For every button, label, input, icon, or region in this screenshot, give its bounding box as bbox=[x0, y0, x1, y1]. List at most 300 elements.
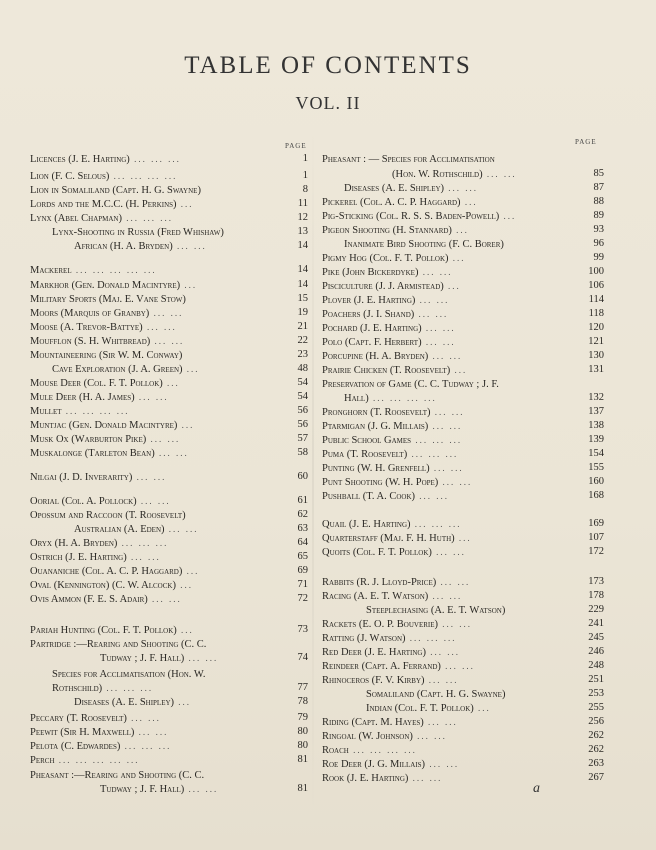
toc-entry-title: Moufflon (S. H. Whitbread) bbox=[30, 336, 151, 347]
toc-entry bbox=[30, 183, 308, 197]
toc-entry-leader: ... ... ... ... bbox=[61, 406, 130, 416]
toc-entry bbox=[322, 771, 604, 785]
toc-entry bbox=[322, 517, 604, 531]
toc-entry-page: 263 bbox=[588, 758, 604, 769]
toc-entry-leader: ... ... bbox=[428, 591, 463, 601]
toc-entry bbox=[30, 623, 308, 637]
toc-entry bbox=[322, 391, 604, 405]
toc-entry-leader: ... ... bbox=[164, 524, 199, 534]
toc-entry-leader: ... ... bbox=[408, 773, 443, 783]
toc-entry bbox=[30, 782, 308, 796]
toc-entry-title: Pigmy Hog (Col. F. T. Pollok) bbox=[322, 253, 449, 264]
toc-entry-title: Rackets (E. O. P. Bouverie) bbox=[322, 619, 438, 630]
toc-entry-leader: ... bbox=[162, 378, 180, 388]
toc-entry-page: 245 bbox=[588, 632, 604, 643]
toc-entry-leader: ... ... bbox=[184, 784, 219, 794]
toc-entry-title: Quail (J. E. Harting) bbox=[322, 519, 411, 530]
toc-entry bbox=[30, 536, 308, 550]
toc-entry bbox=[30, 320, 308, 334]
toc-entry bbox=[322, 489, 604, 503]
toc-entry bbox=[322, 377, 604, 391]
toc-entry bbox=[30, 334, 308, 348]
toc-entry bbox=[30, 592, 308, 606]
toc-entry-title: Pickerel (Col. A. C. P. Haggard) bbox=[322, 197, 461, 208]
toc-entry-title: Moors (Marquis of Granby) bbox=[30, 308, 150, 319]
toc-entry-title: Rothschild) bbox=[52, 683, 103, 694]
toc-entry-title: Oval (Kennington) (C. W. Alcock) bbox=[30, 580, 176, 591]
toc-entry-leader: ... ... bbox=[421, 323, 456, 333]
toc-entry-leader: ... ... ... bbox=[129, 154, 181, 164]
toc-entry-title: Quoits (Col. F. T. Pollok) bbox=[322, 547, 432, 558]
toc-entry-title: Roe Deer (J. G. Millais) bbox=[322, 759, 426, 770]
page-column-label: PAGE bbox=[285, 142, 307, 150]
toc-entry bbox=[322, 223, 604, 237]
toc-entry-title: Roach bbox=[322, 745, 349, 756]
toc-entry-title: Plover (J. E. Harting) bbox=[322, 295, 416, 306]
toc-entry-page: 21 bbox=[297, 321, 308, 332]
toc-entry-leader: ... bbox=[175, 580, 193, 590]
toc-entry-leader: ... bbox=[450, 365, 468, 375]
toc-entry-title: Indian (Col. F. T. Pollok) bbox=[366, 703, 474, 714]
toc-entry bbox=[30, 306, 308, 320]
toc-entry-page: 241 bbox=[588, 618, 604, 629]
toc-entry bbox=[322, 321, 604, 335]
toc-entry-page: 87 bbox=[593, 182, 604, 193]
toc-entry-title: Partridge :—Rearing and Shooting (C. C. bbox=[30, 639, 207, 650]
toc-entry-leader: ... ... ... bbox=[102, 683, 154, 693]
toc-entry-page: 121 bbox=[588, 336, 604, 347]
toc-entry-leader: ... bbox=[174, 697, 192, 707]
toc-entry bbox=[30, 152, 308, 166]
toc-entry-leader: ... ... ... ... ... bbox=[71, 265, 157, 275]
toc-entry bbox=[322, 673, 604, 687]
toc-entry-leader: ... ... bbox=[418, 267, 453, 277]
toc-entry-page: 81 bbox=[297, 783, 308, 794]
toc-entry-title: Porcupine (H. A. Bryden) bbox=[322, 351, 429, 362]
toc-entry-leader: ... bbox=[177, 420, 195, 430]
toc-entry bbox=[322, 405, 604, 419]
toc-entry-leader: ... ... bbox=[428, 351, 463, 361]
toc-entry-leader: ... bbox=[460, 197, 478, 207]
toc-entry-page: 14 bbox=[297, 240, 308, 251]
toc-entry bbox=[30, 263, 308, 277]
toc-entry bbox=[30, 522, 308, 536]
toc-entry-page: 79 bbox=[297, 712, 308, 723]
toc-entry-page: 77 bbox=[297, 682, 308, 693]
toc-entry-title: Licences (J. E. Harting) bbox=[30, 154, 130, 165]
toc-entry-title: Lords and the M.C.C. (H. Perkins) bbox=[30, 199, 177, 210]
toc-entry bbox=[30, 211, 308, 225]
toc-entry-leader: ... ... bbox=[423, 717, 458, 727]
toc-entry-page: 178 bbox=[588, 590, 604, 601]
toc-entry bbox=[322, 589, 604, 603]
toc-entry-leader: ... ... ... bbox=[407, 449, 459, 459]
toc-entry-page: 12 bbox=[297, 212, 308, 223]
toc-entry-title: Polo (Capt. F. Herbert) bbox=[322, 337, 422, 348]
toc-entry bbox=[30, 651, 308, 665]
toc-entry-title: Ratting (J. Watson) bbox=[322, 633, 406, 644]
page-fold bbox=[312, 120, 314, 820]
toc-entry-title: Rhinoceros (F. V. Kirby) bbox=[322, 675, 425, 686]
toc-entry-page: 61 bbox=[297, 495, 308, 506]
toc-entry bbox=[322, 335, 604, 349]
toc-entry-page: 63 bbox=[297, 523, 308, 534]
toc-entry-title: Reindeer (Capt. A. Ferrand) bbox=[322, 661, 441, 672]
toc-entry bbox=[30, 376, 308, 390]
toc-entry-title: Pariah Hunting (Col. F. T. Pollok) bbox=[30, 625, 177, 636]
toc-entry-title: Australian (A. Eden) bbox=[74, 524, 165, 535]
toc-entry-leader: ... bbox=[176, 199, 194, 209]
toc-entry-title: Pochard (J. E. Harting) bbox=[322, 323, 422, 334]
toc-entry-title: Ptarmigan (J. G. Millais) bbox=[322, 421, 429, 432]
toc-entry-title: Tudway ; J. F. Hall) bbox=[100, 653, 185, 664]
toc-entry bbox=[322, 237, 604, 251]
toc-entry-leader: ... ... bbox=[428, 421, 463, 431]
toc-entry-page: 74 bbox=[297, 652, 308, 663]
toc-entry bbox=[322, 167, 604, 181]
toc-entry-page: 85 bbox=[593, 168, 604, 179]
toc-entry-title: Opossum and Raccoon (T. Roosevelt) bbox=[30, 510, 186, 521]
toc-entry bbox=[322, 265, 604, 279]
toc-entry-page: 48 bbox=[297, 363, 308, 374]
toc-entry bbox=[322, 181, 604, 195]
toc-entry-title: Diseases (A. E. Shipley) bbox=[344, 183, 445, 194]
toc-entry bbox=[30, 239, 308, 253]
toc-entry bbox=[30, 278, 308, 292]
toc-entry-leader: ... ... bbox=[482, 169, 517, 179]
toc-entry-leader: ... ... bbox=[414, 309, 449, 319]
toc-entry-page: 114 bbox=[588, 294, 604, 305]
toc-entry-page: 139 bbox=[588, 434, 604, 445]
toc-entry bbox=[322, 152, 604, 166]
toc-entry-leader: ... ... bbox=[424, 675, 459, 685]
toc-entry-page: 15 bbox=[297, 293, 308, 304]
toc-entry bbox=[30, 725, 308, 739]
toc-entry-title: Pheasant : — Species for Acclimatisation bbox=[322, 154, 495, 165]
toc-entry-title: Musk Ox (Warburton Pike) bbox=[30, 434, 147, 445]
toc-entry-title: Inanimate Bird Shooting (F. C. Borer) bbox=[344, 239, 504, 250]
toc-entry bbox=[322, 363, 604, 377]
toc-entry-page: 132 bbox=[588, 392, 604, 403]
toc-entry bbox=[30, 292, 308, 306]
toc-entry-page: 1 bbox=[302, 153, 308, 164]
signature-mark: a bbox=[533, 781, 540, 796]
toc-entry-page: 8 bbox=[302, 184, 308, 195]
toc-entry-title: Peewit (Sir H. Maxwell) bbox=[30, 727, 135, 738]
toc-entry bbox=[322, 631, 604, 645]
toc-entry bbox=[30, 695, 308, 709]
toc-entry-page: 267 bbox=[588, 772, 604, 783]
toc-entry-page: 107 bbox=[588, 532, 604, 543]
toc-entry-leader: ... ... bbox=[150, 336, 185, 346]
toc-entry-page: 14 bbox=[297, 264, 308, 275]
toc-entry-page: 65 bbox=[297, 551, 308, 562]
toc-entry-title: Moose (A. Trevor-Battye) bbox=[30, 322, 143, 333]
toc-entry-leader: ... ... bbox=[132, 472, 167, 482]
toc-entry-leader: ... ... ... ... ... bbox=[54, 755, 140, 765]
toc-entry-page: 168 bbox=[588, 490, 604, 501]
toc-entry-page: 130 bbox=[588, 350, 604, 361]
toc-entry bbox=[322, 279, 604, 293]
toc-entry-page: 73 bbox=[297, 624, 308, 635]
toc-entry-leader: ... ... bbox=[134, 392, 169, 402]
toc-entry-title: Prairie Chicken (T. Roosevelt) bbox=[322, 365, 451, 376]
toc-entry-leader: ... ... bbox=[429, 463, 464, 473]
toc-entry-page: 256 bbox=[588, 716, 604, 727]
toc-entry bbox=[322, 687, 604, 701]
toc-entry-page: 262 bbox=[588, 744, 604, 755]
toc-entry-leader: ... ... bbox=[147, 594, 182, 604]
toc-entry bbox=[30, 348, 308, 362]
toc-entry-page: 89 bbox=[593, 210, 604, 221]
toc-entry-leader: ... ... ... bbox=[405, 633, 457, 643]
toc-entry-title: Lynx-Shooting in Russia (Fred Whishaw) bbox=[52, 227, 224, 238]
toc-entry-page: 23 bbox=[297, 349, 308, 360]
toc-entry-page: 169 bbox=[588, 518, 604, 529]
toc-entry-title: Somaliland (Capt. H. G. Swayne) bbox=[366, 689, 506, 700]
toc-entry-leader: ... ... bbox=[421, 337, 456, 347]
toc-entry bbox=[322, 757, 604, 771]
toc-entry-title: Pushball (T. A. Cook) bbox=[322, 491, 416, 502]
toc-entry bbox=[322, 293, 604, 307]
toc-entry-title: Mullet bbox=[30, 406, 62, 417]
toc-entry-leader: ... ... bbox=[444, 183, 479, 193]
toc-entry-leader: ... ... bbox=[438, 477, 473, 487]
toc-entry-page: 118 bbox=[588, 308, 604, 319]
toc-entry-page: 155 bbox=[588, 462, 604, 473]
toc-entry-title: Ringoal (W. Johnson) bbox=[322, 731, 413, 742]
toc-entry-title: Species for Acclimatisation (Hon. W. bbox=[52, 669, 206, 680]
toc-entry-title: Pig-Sticking (Col. R. S. S. Baden-Powell) bbox=[322, 211, 500, 222]
toc-entry bbox=[30, 637, 308, 651]
toc-entry-leader: ... ... bbox=[136, 496, 171, 506]
toc-entry bbox=[30, 667, 308, 681]
toc-entry-title: Diseases (A. E. Shipley) bbox=[74, 697, 175, 708]
toc-entry-page: 93 bbox=[593, 224, 604, 235]
toc-entry bbox=[322, 475, 604, 489]
toc-entry-leader: ... ... bbox=[149, 308, 184, 318]
toc-entry-leader: ... ... bbox=[412, 731, 447, 741]
toc-entry-page: 60 bbox=[297, 471, 308, 482]
toc-entry-page: 172 bbox=[588, 546, 604, 557]
toc-entry-page: 154 bbox=[588, 448, 604, 459]
toc-entry-page: 160 bbox=[588, 476, 604, 487]
toc-entry-title: Public School Games bbox=[322, 435, 412, 446]
toc-entry-title: Pigeon Shooting (H. Stannard) bbox=[322, 225, 452, 236]
toc-entry bbox=[322, 743, 604, 757]
toc-entry-page: 96 bbox=[593, 238, 604, 249]
toc-entry-title: Nilgai (J. D. Inverarity) bbox=[30, 472, 133, 483]
toc-entry bbox=[30, 508, 308, 522]
toc-entry bbox=[322, 209, 604, 223]
toc-entry-leader: ... bbox=[454, 533, 472, 543]
toc-entry-page: 69 bbox=[297, 565, 308, 576]
toc-entry-leader: ... ... bbox=[426, 647, 460, 657]
toc-entry-title: Lion in Somaliland (Capt. H. G. Swayne) bbox=[30, 185, 201, 196]
toc-entry-page: 253 bbox=[588, 688, 604, 699]
toc-entry-title: Pronghorn (T. Roosevelt) bbox=[322, 407, 431, 418]
toc-entry-title: African (H. A. Bryden) bbox=[74, 241, 173, 252]
toc-entry-leader: ... bbox=[176, 625, 194, 635]
toc-entry-title: Muntjac (Gen. Donald Macintyre) bbox=[30, 420, 178, 431]
toc-entry-page: 248 bbox=[588, 660, 604, 671]
toc-entry-page: 54 bbox=[297, 391, 308, 402]
toc-entry-leader: ... bbox=[182, 566, 200, 576]
toc-entry-leader: ... ... ... ... bbox=[109, 171, 178, 181]
toc-entry bbox=[30, 446, 308, 460]
toc-entry-page: 137 bbox=[588, 406, 604, 417]
toc-entry-title: Muskalonge (Tarleton Bean) bbox=[30, 448, 155, 459]
toc-entry-page: 81 bbox=[297, 754, 308, 765]
toc-entry bbox=[322, 659, 604, 673]
toc-entry-page: 19 bbox=[297, 307, 308, 318]
toc-entry-title: Punting (W. H. Grenfell) bbox=[322, 463, 430, 474]
toc-entry-page: 11 bbox=[297, 198, 308, 209]
toc-entry-page: 251 bbox=[588, 674, 604, 685]
toc-entry-title: Lynx (Abel Chapman) bbox=[30, 213, 122, 224]
toc-entry bbox=[30, 564, 308, 578]
toc-entry-leader: ... bbox=[451, 225, 469, 235]
toc-entry-title: Racing (A. E. T. Watson) bbox=[322, 591, 429, 602]
toc-entry-page: 246 bbox=[588, 646, 604, 657]
toc-entry-page: 13 bbox=[297, 226, 308, 237]
toc-entry-leader: ... bbox=[182, 364, 200, 374]
toc-entry-page: 14 bbox=[297, 279, 308, 290]
toc-entry-leader: ... ... ... bbox=[120, 741, 172, 751]
toc-entry-title: Perch bbox=[30, 755, 55, 766]
toc-entry-leader: ... ... bbox=[134, 727, 169, 737]
toc-entry-page: 1 bbox=[302, 170, 308, 181]
toc-entry bbox=[30, 225, 308, 239]
toc-entry-leader: ... ... ... ... bbox=[348, 745, 417, 755]
toc-entry-page: 229 bbox=[588, 604, 604, 615]
toc-entry-title: Preservation of Game (C. C. Tudway ; J. F. bbox=[322, 379, 499, 390]
toc-entry-page: 78 bbox=[297, 696, 308, 707]
toc-entry-title: Steeplechasing (A. E. T. Watson) bbox=[366, 605, 506, 616]
toc-entry-leader: ... ... bbox=[146, 434, 181, 444]
toc-entry-title: Markhor (Gen. Donald Macintyre) bbox=[30, 280, 181, 291]
toc-entry-page: 99 bbox=[593, 252, 604, 263]
toc-entry-title: Mountaineering (Sir W. M. Conway) bbox=[30, 350, 183, 361]
toc-entry-page: 80 bbox=[297, 726, 308, 737]
toc-entry-leader: ... ... bbox=[436, 577, 471, 587]
toc-entry bbox=[322, 419, 604, 433]
toc-entry bbox=[322, 251, 604, 265]
toc-entry-title: Puma (T. Roosevelt) bbox=[322, 449, 408, 460]
toc-entry bbox=[322, 617, 604, 631]
toc-entry-leader: ... ... bbox=[172, 241, 207, 251]
toc-entry bbox=[30, 681, 308, 695]
toc-entry-leader: ... ... bbox=[142, 322, 177, 332]
toc-entry-title: Peccary (T. Roosevelt) bbox=[30, 713, 127, 724]
toc-entry-title: Ostrich (J. E. Harting) bbox=[30, 552, 127, 563]
toc-entry-title: (Hon. W. Rothschild) bbox=[392, 169, 483, 180]
toc-entry-title: Punt Shooting (W. H. Pope) bbox=[322, 477, 439, 488]
toc-entry bbox=[322, 729, 604, 743]
toc-entry-page: 131 bbox=[588, 364, 604, 375]
toc-entry-title: Pisciculture (J. J. Armistead) bbox=[322, 281, 444, 292]
toc-entry-title: Mackerel bbox=[30, 265, 72, 276]
volume-heading: VOL. II bbox=[295, 93, 361, 113]
toc-entry-page: 71 bbox=[297, 579, 308, 590]
toc-entry bbox=[30, 362, 308, 376]
toc-entry-leader: ... bbox=[180, 280, 198, 290]
toc-entry-page: 100 bbox=[588, 266, 604, 277]
toc-entry-leader: ... ... bbox=[430, 407, 465, 417]
toc-entry-leader: ... ... bbox=[425, 759, 460, 769]
toc-entry bbox=[322, 433, 604, 447]
toc-entry-page: 106 bbox=[588, 280, 604, 291]
toc-entry-leader: ... ... bbox=[431, 547, 466, 557]
toc-entry-leader: ... bbox=[473, 703, 491, 713]
toc-entry-title: Mouse Deer (Col. F. T. Pollok) bbox=[30, 378, 163, 389]
toc-entry-title: Poachers (J. I. Shand) bbox=[322, 309, 415, 320]
toc-entry-page: 57 bbox=[297, 433, 308, 444]
toc-entry-leader: ... ... bbox=[184, 653, 219, 663]
toc-entry-title: Rabbits (R. J. Lloyd-Price) bbox=[322, 577, 437, 588]
toc-entry-page: 173 bbox=[588, 576, 604, 587]
toc-entry-leader: ... ... bbox=[126, 713, 161, 723]
toc-entry-page: 62 bbox=[297, 509, 308, 520]
toc-entry-title: Red Deer (J. E. Harting) bbox=[322, 647, 426, 658]
toc-entry bbox=[30, 768, 308, 782]
toc-entry-title: Hall) bbox=[344, 393, 369, 404]
toc-entry-page: 138 bbox=[588, 420, 604, 431]
toc-entry bbox=[322, 603, 604, 617]
toc-entry-title: Cave Exploration (J. A. Green) bbox=[52, 364, 183, 375]
toc-entry bbox=[30, 404, 308, 418]
toc-entry bbox=[30, 550, 308, 564]
toc-entry bbox=[322, 575, 604, 589]
toc-entry bbox=[30, 418, 308, 432]
toc-entry bbox=[322, 531, 604, 545]
toc-entry-title: Tudway ; J. F. Hall) bbox=[100, 784, 185, 795]
page-title: TABLE OF CONTENTS bbox=[184, 52, 472, 79]
toc-entry-page: 88 bbox=[593, 196, 604, 207]
toc-entry-leader: ... ... ... bbox=[117, 538, 169, 548]
toc-entry-title: Oryx (H. A. Bryden) bbox=[30, 538, 118, 549]
toc-entry-title: Pelota (C. Edwardes) bbox=[30, 741, 121, 752]
toc-entry-title: Rook (J. E. Harting) bbox=[322, 773, 409, 784]
toc-entry-title: Ouananiche (Col. A. C. P. Haggard) bbox=[30, 566, 183, 577]
toc-entry bbox=[322, 461, 604, 475]
toc-entry-leader: ... ... ... bbox=[411, 435, 463, 445]
toc-entry bbox=[322, 307, 604, 321]
toc-entry-leader: ... ... bbox=[126, 552, 161, 562]
toc-entry bbox=[30, 197, 308, 211]
page-column-label: PAGE bbox=[575, 138, 597, 146]
toc-entry-title: Pike (John Bickerdyke) bbox=[322, 267, 419, 278]
toc-entry-title: Lion (F. C. Selous) bbox=[30, 171, 110, 182]
toc-entry bbox=[322, 645, 604, 659]
toc-entry-leader: ... ... bbox=[154, 448, 189, 458]
toc-entry-leader: ... ... bbox=[415, 295, 450, 305]
toc-entry bbox=[322, 715, 604, 729]
toc-entry-page: 64 bbox=[297, 537, 308, 548]
toc-entry bbox=[322, 447, 604, 461]
toc-entry-leader: ... ... bbox=[438, 619, 472, 629]
toc-entry-page: 255 bbox=[588, 702, 604, 713]
toc-entry bbox=[30, 169, 308, 183]
toc-entry-leader: ... ... bbox=[415, 491, 450, 501]
toc-entry-leader: ... ... ... bbox=[121, 213, 173, 223]
toc-entry-title: Oorial (Col. A. Pollock) bbox=[30, 496, 137, 507]
toc-entry-page: 22 bbox=[297, 335, 308, 346]
toc-entry-leader: ... ... bbox=[440, 661, 475, 671]
toc-entry bbox=[30, 390, 308, 404]
toc-entry-title: Ovis Ammon (F. E. S. Adair) bbox=[30, 594, 148, 605]
toc-entry-page: 262 bbox=[588, 730, 604, 741]
